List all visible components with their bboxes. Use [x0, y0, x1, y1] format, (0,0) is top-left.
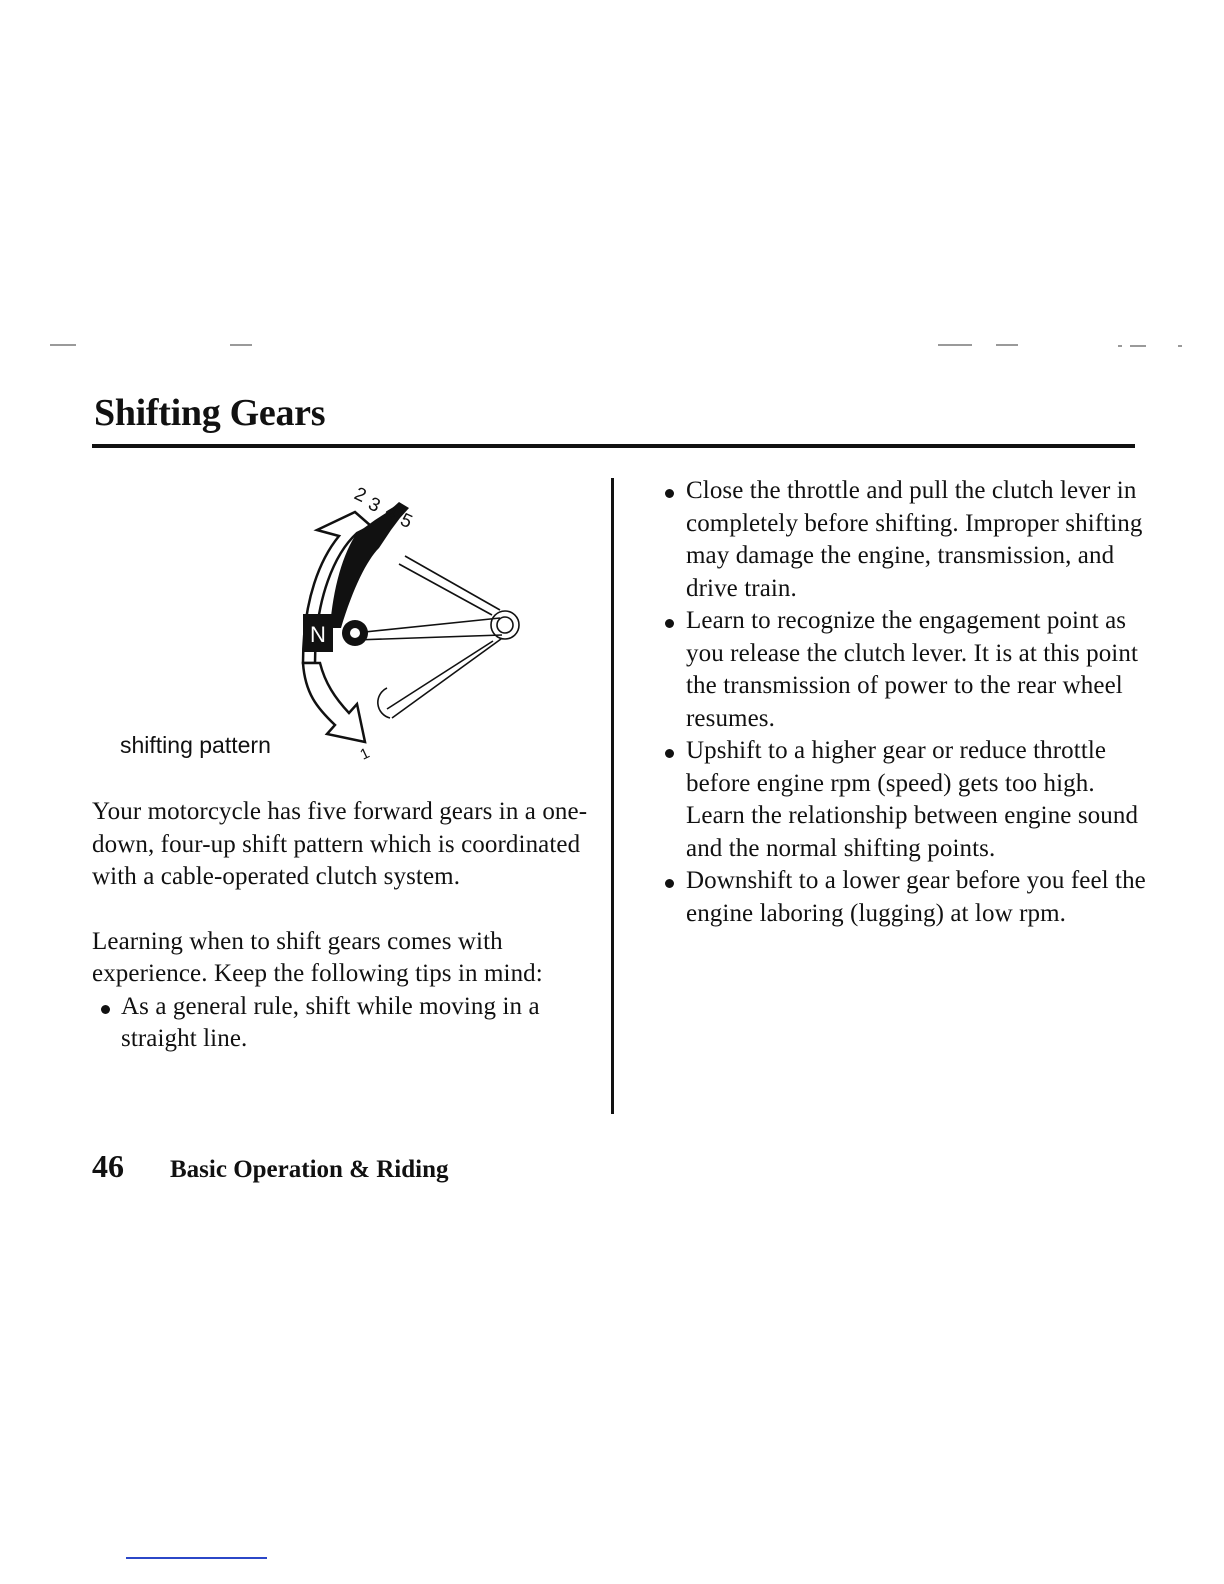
- shifting-pattern-diagram: [295, 478, 535, 768]
- scan-artifact-dash: [50, 344, 76, 346]
- gear-label: 2: [350, 483, 370, 508]
- paragraph: Learning when to shift gears comes with experience. Keep the following tips in mind:: [92, 927, 543, 987]
- downshift-arrow: [303, 663, 365, 742]
- gear-label: 4: [381, 500, 401, 525]
- list-item-text: Downshift to a lower gear before you feel the engine laboring (lugging) at low rpm.: [686, 867, 1146, 927]
- gear-label: 3: [364, 493, 384, 518]
- list-item: [656, 735, 1146, 865]
- list-item: [656, 605, 1146, 735]
- title-rule: [92, 444, 1135, 448]
- scan-artifact-dash: [996, 344, 1018, 346]
- page-number: 46: [92, 1148, 124, 1184]
- right-column: [656, 475, 1146, 930]
- page-footer: [92, 1148, 449, 1185]
- scan-artifact-dash: [1178, 345, 1182, 347]
- gear-label: 1: [357, 744, 373, 764]
- paragraph: Your motorcycle has five forward gears in a one-down, four-up shift pattern which is coordinated with a cable-operated clutch system.: [92, 798, 588, 890]
- list-item-text: Upshift to a higher gear or reduce throttle before engine rpm (speed) gets too high. Learn the relationship between engine sound and the normal shifting points.: [686, 737, 1139, 862]
- scan-artifact-dash: [938, 344, 972, 346]
- scan-artifact-line: [126, 1557, 267, 1559]
- list-item: [92, 991, 592, 1056]
- bullet-icon: [665, 489, 674, 498]
- figure-caption: shifting pattern: [120, 732, 271, 758]
- list-item: [656, 865, 1146, 930]
- scan-artifact-dash: [1118, 345, 1122, 347]
- bullet-icon: [665, 879, 674, 888]
- bullet-icon: [101, 1005, 110, 1014]
- list-item: [656, 475, 1146, 605]
- left-column: [92, 796, 592, 1056]
- shift-lever-arms: [355, 556, 519, 718]
- scan-artifact-dash: [230, 344, 252, 346]
- list-item-text: Close the throttle and pull the clutch lever in completely before shifting. Improper shifting may damage the engine, transmission, and drive train.: [686, 477, 1143, 602]
- neutral-label: N: [310, 622, 326, 647]
- gear-label: 5: [396, 509, 416, 534]
- list-item-text: Learn to recognize the engagement point as you release the clutch lever. It is at this point the transmission of power to the rear wheel resumes.: [686, 607, 1138, 732]
- tips-list: [656, 475, 1146, 930]
- bullet-icon: [665, 749, 674, 758]
- scan-artifact-dash: [1130, 345, 1146, 347]
- section-name: Basic Operation & Riding: [170, 1156, 449, 1183]
- list-item-text: As a general rule, shift while moving in a straight line.: [121, 992, 540, 1052]
- tips-list: [92, 991, 592, 1056]
- page-title: Shifting Gears: [94, 392, 326, 434]
- column-divider: [611, 478, 614, 1114]
- bullet-icon: [665, 619, 674, 628]
